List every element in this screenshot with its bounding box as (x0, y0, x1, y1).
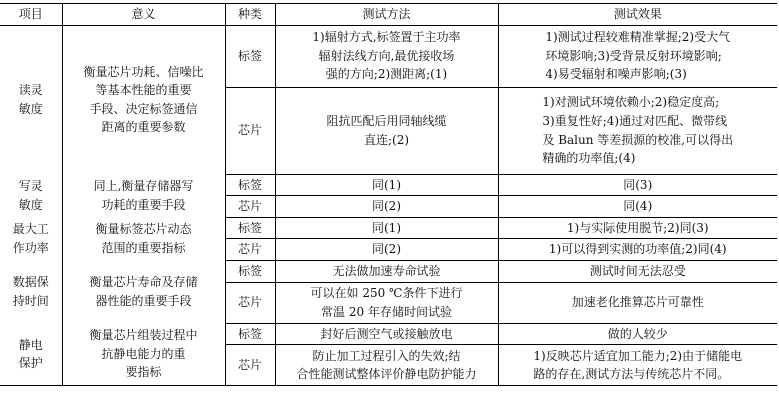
effect-cell: 1)反映芯片适宜加工能力;2)由于储能电 路的存在,测试方法与传统芯片不同。 (498, 345, 777, 386)
meaning-cell: 衡量芯片寿命及存储 器性能的重要手段 (62, 260, 225, 323)
meaning-cell: 衡量芯片功耗、信噪比 等基本性能的重要 手段、决定标签通信 距离的重要参数 (62, 25, 225, 174)
meaning-cell: 衡量芯片组装过程中 抗静电能力的重 要指标 (62, 323, 225, 386)
table-row (0, 260, 777, 282)
method-cell: 同(2) (275, 239, 498, 261)
method-cell: 无法做加速寿命试验 (275, 260, 498, 282)
effect-cell: 1)与实际使用脱节;2)同(3) (498, 217, 777, 239)
effect-cell: 1)可以得到实测的功率值;2)同(4) (498, 239, 777, 261)
header-effect: 测试效果 (498, 4, 777, 26)
table-row (0, 25, 777, 87)
method-cell: 同(2) (275, 196, 498, 218)
effect-cell: 同(4) (498, 196, 777, 218)
item-cell: 写灵 敏度 (18, 179, 43, 212)
method-cell: 封好后测空气或接触放电 (275, 323, 498, 345)
kind-cell: 芯片 (225, 239, 275, 261)
meaning-cell: 同上,衡量存储器写 功耗的重要手段 (62, 174, 225, 217)
method-cell: 1)辐射方式,标签置于主功率 辐射法线方向,最优接收场 强的方向;2)测距离;(1) (275, 25, 498, 87)
item-cell: 静电 保护 (0, 323, 62, 386)
kind-cell: 芯片 (225, 87, 275, 174)
header-item: 项目 (0, 4, 62, 26)
method-cell: 同(1) (275, 217, 498, 239)
table-row (0, 323, 777, 345)
effect-cell: 1)测试过程较难精准掌握;2)受大气 环境影响;3)受背景反射环境影响; 4)易受辐射和噪声影响;(3) (498, 25, 777, 87)
header-row (0, 4, 777, 26)
kind-cell: 标签 (225, 260, 275, 282)
kind-cell: 标签 (225, 217, 275, 239)
item-cell: 数据保 持时间 (12, 275, 49, 308)
item-cell: 最大工 作功率 (12, 222, 49, 255)
effect-cell: 测试时间无法忍受 (498, 260, 777, 282)
item-cell: 读灵 敏度 (18, 83, 43, 116)
kind-cell: 芯片 (225, 196, 275, 218)
method-cell: 可以在如 250 ℃条件下进行 常温 20 年存储时间试验 (275, 282, 498, 323)
meaning-cell: 衡量标签芯片动态 范围的重要指标 (62, 217, 225, 260)
kind-cell: 标签 (225, 174, 275, 196)
effect-cell: 做的人较少 (498, 323, 777, 345)
effect-cell: 加速老化推算芯片可靠性 (498, 282, 777, 323)
header-meaning: 意义 (62, 4, 225, 26)
kind-cell: 芯片 (225, 282, 275, 323)
table-row (0, 217, 777, 239)
effect-cell: 同(3) (498, 174, 777, 196)
rfid-test-table (0, 3, 777, 386)
kind-cell: 标签 (225, 25, 275, 87)
method-cell: 防止加工过程引入的失效;结 合性能测试整体评价静电防护能力 (275, 345, 498, 386)
header-method: 测试方法 (275, 4, 498, 26)
method-cell: 同(1) (275, 174, 498, 196)
method-cell: 阻抗匹配后用同轴线缆 直连;(2) (275, 87, 498, 174)
effect-cell: 1)对测试环境依赖小;2)稳定度高; 3)重复性好;4)通过对匹配、微带线 及 Balun 等差损源的校准,可以得出 精确的功率值;(4) (498, 87, 777, 174)
kind-cell: 标签 (225, 323, 275, 345)
header-kind: 种类 (225, 4, 275, 26)
kind-cell: 芯片 (225, 345, 275, 386)
table-row (0, 174, 777, 196)
